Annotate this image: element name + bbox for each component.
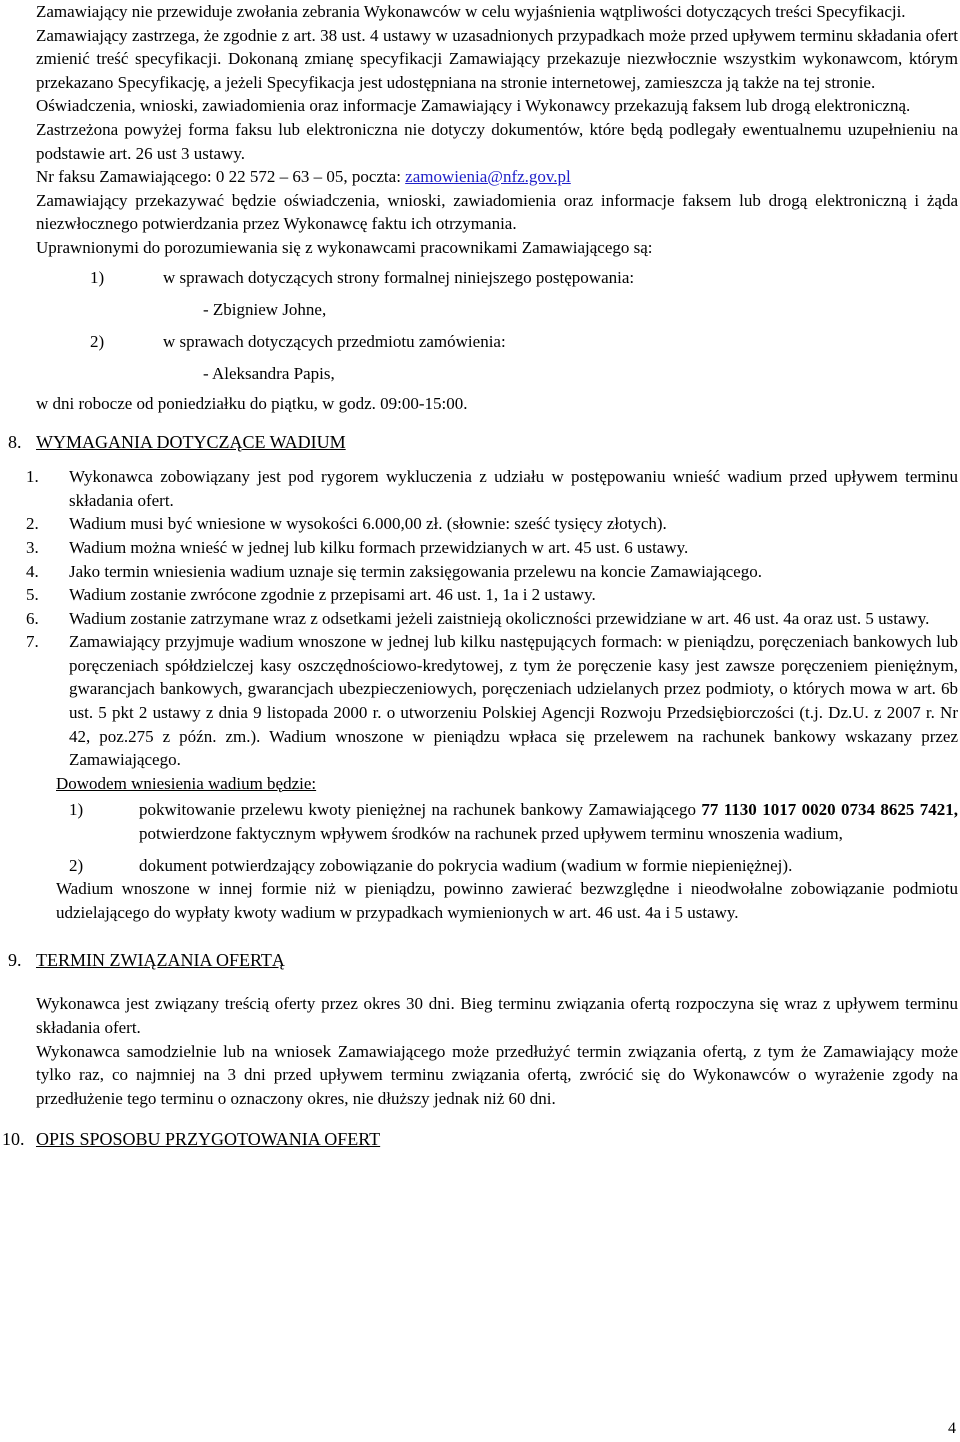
proof-text-before: pokwitowanie przelewu kwoty pieniężnej na rachunek bankowy Zamawiającego (139, 800, 702, 820)
contact-number: 1) (90, 267, 105, 287)
section-heading-8 (8, 430, 958, 454)
bank-account-number: 77 1130 1017 0020 0734 8625 7421, (701, 800, 959, 820)
paragraph-no-meeting: Zamawiający nie przewiduje zwołania zebrania Wykonawców w celu wyjaśnienia wątpliwości dotyczących treści Specyfikacji. (36, 2, 906, 21)
paragraph-communication-form: Oświadczenia, wnioski, zawiadomienia oraz informacje Zamawiający i Wykonawcy przekazują faksem lub drogą elektroniczną. (36, 96, 911, 116)
contact-item (36, 330, 958, 362)
paragraph-form-exception: Zastrzeżona powyżej forma faksu lub elektroniczna nie dotyczy dokumentów, które będą podlegały ewentualnemu uzupełnieniu na podstawie art. 26 ust 3 ustawy. (36, 119, 958, 163)
list-item-number: 6. (26, 608, 39, 628)
email-link[interactable]: zamowienia@nfz.gov.pl (405, 167, 571, 187)
list-item (26, 583, 958, 607)
proof-item-number: 2) (69, 855, 84, 875)
fax-number-text: Nr faksu Zamawiającego: 0 22 572 – 63 – 05, poczta: (36, 167, 406, 187)
list-item-text: Wadium można wnieść w jednej lub kilku formach przewidzianych w art. 45 ust. 6 ustawy. (69, 537, 689, 557)
office-hours: w dni robocze od poniedziałku do piątku, w godz. 09:00-15:00. (36, 393, 468, 413)
paragraph-fax-email (36, 165, 958, 189)
paragraph-confirmation: Zamawiający przekazywać będzie oświadczenia, wnioski, zawiadomienia oraz informacje faksem lub drogą elektroniczną i żąda niezwłocznego potwierdzania przez Wykonawcę faktu ich otrzymania. (36, 190, 958, 234)
list-item (26, 512, 958, 536)
list-item-text: Wadium musi być wniesione w wysokości 6.000,00 zł. (słownie: sześć tysięcy złotych). (69, 514, 667, 534)
list-item-number: 2. (26, 514, 39, 534)
list-item-number: 1. (26, 467, 39, 487)
proof-item (36, 854, 958, 878)
paragraph-other-form: Wadium wnoszone w innej formie niż w pieniądzu, powinno zawierać bezwzględne i nieodwołalne zobowiązanie podmiotu udzielającego do wypłaty kwoty wadium w przypadkach wymienionych w art. 46 ust. 4a i 5 ustawy. (56, 879, 958, 922)
list-item-number: 3. (26, 537, 39, 557)
paragraph-binding-period: Wykonawca jest związany treścią oferty przez okres 30 dni. Bieg terminu związania ofertą rozpoczyna się wraz z upływem terminu składania ofert. (36, 994, 958, 1037)
list-item-text: Zamawiający przyjmuje wadium wnoszone w jednej lub kilku następujących formach: w pieniądzu, poręczeniach bankowych lub poręczeniach spółdzielczej kasy oszczędnościowo-kredytowej, z tym że poręczenie kasy jest zawsze poręczeniem pieniężnym, gwarancjach bankowych, gwarancjach ubezpieczeniowych, poręczeniach udzielanych przez podmioty, o których mowa w art. 6b ust. 5 pkt 2 ustawy z dnia 9 listopada 2000 r. o utworzeniu Polskiej Agencji Rozwoju Przedsiębiorczości (t.j. Dz.U. z 2007 r. Nr 42, poz.275 z późn. zm.). Wadium wnoszone w pieniądzu wpłaca się przelewem na rachunek bankowy wskazany przez Zamawiającego. (69, 632, 958, 770)
proof-heading: Dowodem wniesienia wadium będzie: (56, 773, 317, 793)
document-page (2, 0, 959, 1151)
section-heading-9 (8, 948, 958, 972)
section-heading-10 (2, 1127, 958, 1151)
list-item (26, 465, 958, 512)
contact-person: - Aleksandra Papis, (203, 363, 335, 383)
section-number: 8. (8, 432, 22, 453)
paragraph-spec-change: Zamawiający zastrzega, że zgodnie z art. 38 ust. 4 ustawy w uzasadnionych przypadkach może przed upływem terminu składania ofert zmienić treść specyfikacji. Dokonaną zmianę specyfikacji Zamawiający przekazuje niezwłocznie wszystkim wykonawcom, którym przekazano Specyfikację, a jeżeli Specyfikacja jest udostępniana na stronie internetowej, zamieszcza ją także na tej stronie. (36, 25, 958, 92)
contacts-list (36, 266, 958, 392)
wadium-list (26, 465, 958, 772)
list-item-text: Wadium zostanie zatrzymane wraz z odsetkami jeżeli zaistnieją okoliczności przewidziane w art. 46 ust. 4a oraz ust. 5 ustawy. (69, 608, 930, 628)
list-item-number: 4. (26, 561, 39, 581)
section-title: TERMIN ZWIĄZANIA OFERTĄ (36, 950, 285, 971)
contact-item (36, 266, 958, 298)
paragraph-authorized-persons: Uprawnionymi do porozumiewania się z wykonawcami pracownikami Zamawiającego są: (36, 237, 653, 257)
list-item-number: 7. (26, 632, 39, 652)
list-item (26, 630, 958, 772)
contact-scope: w sprawach dotyczących przedmiotu zamówienia: (163, 331, 506, 351)
list-item-text: Jako termin wniesienia wadium uznaje się termin zaksięgowania przelewu na koncie Zamawiającego. (69, 561, 762, 581)
section-title: OPIS SPOSOBU PRZYGOTOWANIA OFERT (36, 1129, 381, 1150)
list-item (26, 607, 958, 631)
section-number: 10. (2, 1129, 25, 1150)
section-number: 9. (8, 950, 22, 971)
proof-item-text: dokument potwierdzający zobowiązanie do pokrycia wadium (wadium w formie niepieniężnej). (139, 855, 793, 875)
list-item (26, 560, 958, 584)
contact-scope: w sprawach dotyczących strony formalnej niniejszego postępowania: (163, 267, 635, 287)
proof-text-after: potwierdzone faktycznym wpływem środków na rachunek przed upływem terminu wnoszenia wadium, (139, 824, 843, 844)
list-item-text: Wykonawca zobowiązany jest pod rygorem wykluczenia z udziału w postępowaniu wnieść wadium przed upływem terminu składania ofert. (69, 467, 958, 510)
contact-number: 2) (90, 331, 105, 351)
list-item-number: 5. (26, 585, 39, 605)
list-item (26, 536, 958, 560)
paragraph-binding-extension: Wykonawca samodzielnie lub na wniosek Zamawiającego może przedłużyć termin związania ofertą, z tym że Zamawiający może tylko raz, co najmniej na 3 dni przed upływem terminu związania ofertą, zwrócić się do Wykonawców o wyrażenie zgody na przedłużenie tego terminu o oznaczony okres, nie dłuższy jednak niż 60 dni. (36, 1041, 958, 1108)
proof-item-number: 1) (69, 800, 84, 820)
page-number: 4 (948, 1420, 956, 1437)
proof-item-text (139, 798, 958, 845)
section-title: WYMAGANIA DOTYCZĄCE WADIUM (36, 432, 346, 453)
proof-item (36, 798, 958, 845)
list-item-text: Wadium zostanie zwrócone zgodnie z przepisami art. 46 ust. 1, 1a i 2 ustawy. (69, 585, 596, 605)
contact-person: - Zbigniew Johne, (203, 299, 327, 319)
